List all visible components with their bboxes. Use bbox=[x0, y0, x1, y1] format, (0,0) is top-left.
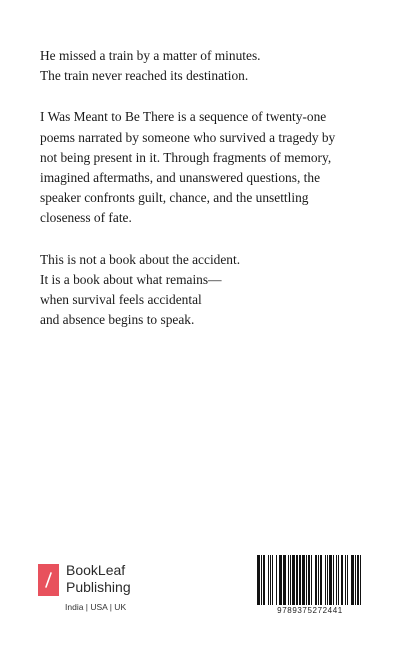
barcode-bars bbox=[257, 555, 363, 605]
blurb-line: I Was Meant to Be There is a sequence of twenty-one bbox=[40, 109, 327, 125]
blurb-line: when survival feels accidental bbox=[40, 292, 202, 308]
publisher-name-line-1: BookLeaf bbox=[66, 562, 126, 578]
blurb-line: not being present in it. Through fragments of memory, bbox=[40, 149, 332, 165]
isbn-number: 9789375272441 bbox=[277, 606, 343, 615]
publisher-name bbox=[66, 562, 131, 596]
blurb-line: poems narrated by someone who survived a tragedy by bbox=[40, 129, 336, 145]
blurb-line: closeness of fate. bbox=[40, 210, 132, 226]
blurb-line: imagined aftermaths, and unanswered questions, the bbox=[40, 170, 321, 186]
blurb-paragraph-closing bbox=[40, 250, 380, 331]
slash-leaf-icon bbox=[38, 564, 59, 596]
blurb-paragraph-summary bbox=[40, 107, 380, 228]
publisher-name-line-2: Publishing bbox=[66, 579, 131, 595]
publisher-logo bbox=[38, 564, 168, 624]
blurb-line: This is not a book about the accident. bbox=[40, 251, 241, 267]
isbn-barcode bbox=[251, 549, 369, 619]
blurb-line: He missed a train by a matter of minutes. bbox=[40, 48, 261, 63]
blurb-paragraph-hook bbox=[40, 46, 380, 86]
blurb-line: speaker confronts guilt, chance, and the unsettling bbox=[40, 190, 309, 206]
back-cover-blurb bbox=[40, 46, 380, 351]
blurb-line: and absence begins to speak. bbox=[40, 312, 195, 328]
publisher-regions: India | USA | UK bbox=[65, 602, 127, 612]
blurb-line: The train never reached its destination. bbox=[40, 68, 249, 84]
blurb-line: It is a book about what remains— bbox=[40, 271, 222, 287]
